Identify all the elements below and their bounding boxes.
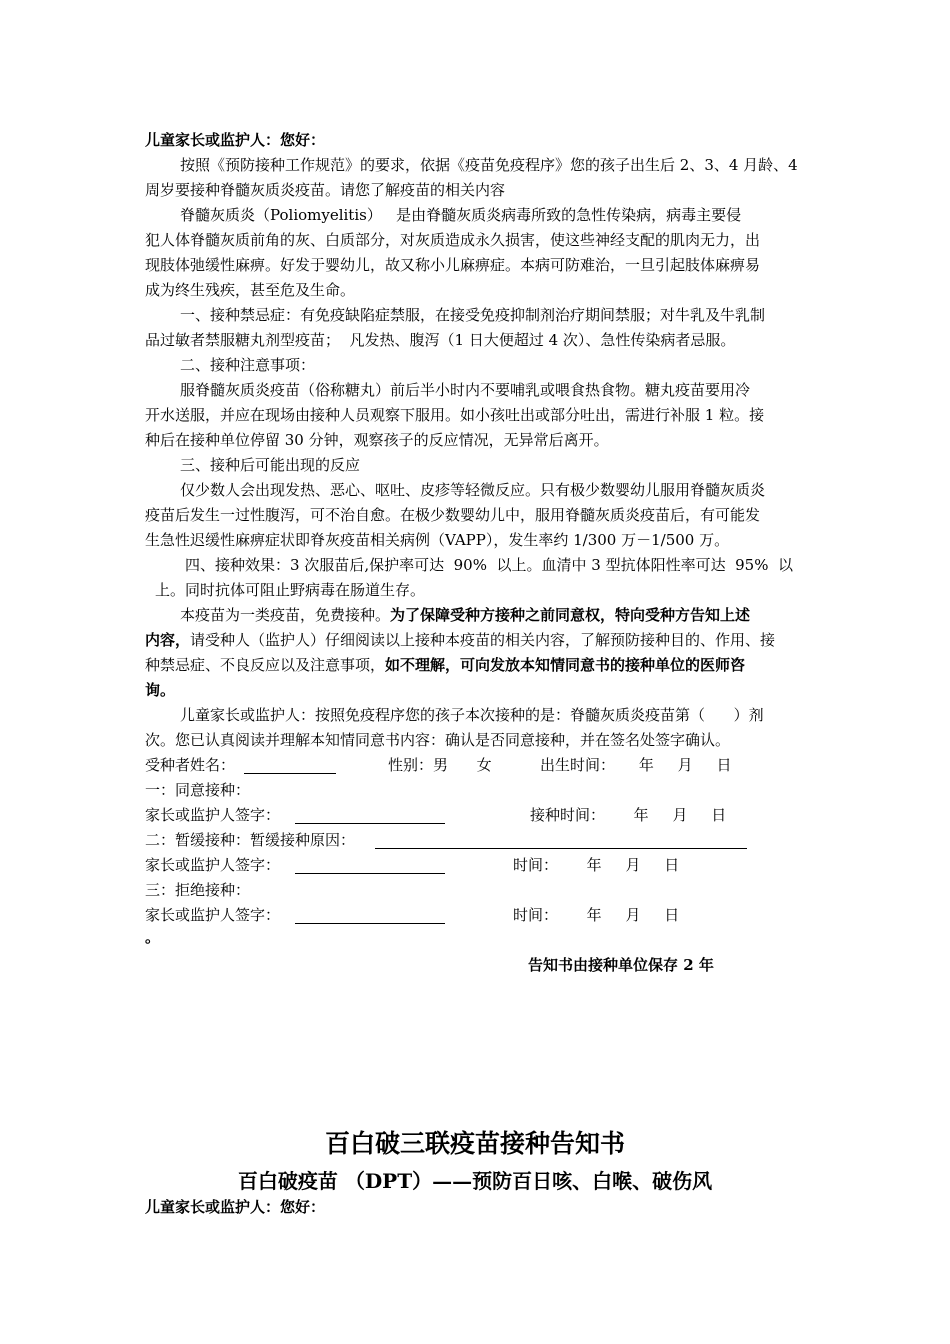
precautions-line-2: 开水送服，并应在现场由接种人员观察下服用。如小孩吐出或部分吐出，需进行补服 1 粒。接: [145, 406, 765, 424]
reactions-heading: 三、接种后可能出现的反应: [180, 456, 361, 474]
refuse-option: 三：拒绝接种：: [145, 881, 251, 899]
greeting: 儿童家长或监护人：您好：: [145, 131, 326, 149]
postpone-reason-blank[interactable]: [375, 848, 747, 849]
disease-line-1: 脊髓灰质炎（Poliomyelitis） 是由脊髓灰质炎病毒所致的急性传染病，病毒主要侵: [180, 206, 742, 224]
agree-signature-label: 家长或监护人签字：: [145, 806, 281, 824]
reactions-line-3: 生急性迟缓性麻痹症状即脊灰疫苗相关病例（VAPP），发生率约 1/300 万－1/500 万。: [145, 531, 730, 549]
disease-line-4: 成为终生残疾，甚至危及生命。: [145, 281, 356, 299]
vaccination-time-field: 接种时间： 年 月 日: [530, 806, 727, 824]
contraindications-line-1: 一、接种禁忌症：有免疫缺陷症禁服，在接受免疫抑制剂治疗期间禁服；对牛乳及牛乳制: [180, 306, 766, 324]
agree-signature-blank[interactable]: [295, 823, 445, 824]
postpone-signature-label: 家长或监护人签字：: [145, 856, 281, 874]
effect-line-1: 四、接种效果：3 次服苗后,保护率可达 90% 以上。血清中 3 型抗体阳性率可达 95% 以: [185, 556, 793, 574]
precautions-line-3: 种后在接种单位停留 30 分钟，观察孩子的反应情况，无异常后离开。: [145, 431, 609, 449]
free-vaccine-line-1: 本疫苗为一类疫苗，免费接种。为了保障受种方接种之前同意权，特向受种方告知上述: [180, 606, 751, 624]
next-document-title: 百白破三联疫苗接种告知书: [324, 1129, 625, 1158]
intro-line-2: 周岁要接种脊髓灰质炎疫苗。请您了解疫苗的相关内容: [145, 181, 506, 199]
precautions-heading: 二、接种注意事项：: [180, 356, 316, 374]
refuse-time-field: 时间： 年 月 日: [513, 906, 680, 924]
disease-line-3: 现肢体弛缓性麻痹。好发于婴幼儿，故又称小儿麻痹症。本病可防难治，一旦引起肢体麻痹易: [145, 256, 761, 274]
confirm-line-1: 儿童家长或监护人：按照免疫程序您的孩子本次接种的是：脊髓灰质炎疫苗第（ ）剂: [180, 706, 764, 724]
retention-note: 告知书由接种单位保存 2 年: [528, 956, 714, 974]
free-vaccine-line-3: 种禁忌症、不良反应以及注意事项，如不理解，可向发放本知情同意书的接种单位的医师咨: [145, 656, 746, 674]
intro-line-1: 按照《预防接种工作规范》的要求，依据《疫苗免疫程序》您的孩子出生后 2、3、4 月龄、4: [180, 156, 798, 174]
postpone-time-field: 时间： 年 月 日: [513, 856, 680, 874]
disease-line-2: 犯人体脊髓灰质前角的灰、白质部分，对灰质造成永久损害，使这些神经支配的肌肉无力，出: [145, 231, 761, 249]
reactions-line-1: 仅少数人会出现发热、恶心、呕吐、皮疹等轻微反应。只有极少数婴幼儿服用脊髓灰质炎: [180, 481, 766, 499]
refuse-signature-label: 家长或监护人签字：: [145, 906, 281, 924]
confirm-line-2: 次。您已认真阅读并理解本知情同意书内容：确认是否同意接种，并在签名处签字确认。: [145, 731, 731, 749]
agree-option: 一：同意接种：: [145, 781, 251, 799]
postpone-option: 二：暂缓接种：暂缓接种原因：: [145, 831, 356, 849]
recipient-name-blank[interactable]: [244, 773, 336, 774]
refuse-signature-blank[interactable]: [295, 923, 445, 924]
free-vaccine-line-4: 询。: [145, 681, 176, 699]
contraindications-line-2: 品过敏者禁服糖丸剂型疫苗； 凡发热、腹泻（1 日大便超过 4 次）、急性传染病者忌服。: [145, 331, 736, 349]
effect-line-2: 上。同时抗体可阻止野病毒在肠道生存。: [155, 581, 426, 599]
birth-time-field: 出生时间： 年 月 日: [540, 756, 732, 774]
free-vaccine-line-2: 内容，请受种人（监护人）仔细阅读以上接种本疫苗的相关内容，了解预防接种目的、作用、接: [145, 631, 776, 649]
precautions-line-1: 服脊髓灰质炎疫苗（俗称糖丸）前后半小时内不要哺乳或喂食热食物。糖丸疫苗要用冷: [180, 381, 751, 399]
next-greeting: 儿童家长或监护人：您好：: [145, 1198, 326, 1216]
recipient-name-label: 受种者姓名：: [145, 756, 236, 774]
reactions-line-2: 疫苗后发生一过性腹泻，可不治自愈。在极少数婴幼儿中，服用脊髓灰质炎疫苗后，有可能发: [145, 506, 761, 524]
postpone-signature-blank[interactable]: [295, 873, 445, 874]
trailing-period: 。: [145, 928, 161, 946]
gender-field: 性别：男 女: [388, 756, 492, 774]
next-document-subtitle: 百白破疫苗 （DPT）——预防百日咳、白喉、破伤风: [237, 1169, 713, 1193]
